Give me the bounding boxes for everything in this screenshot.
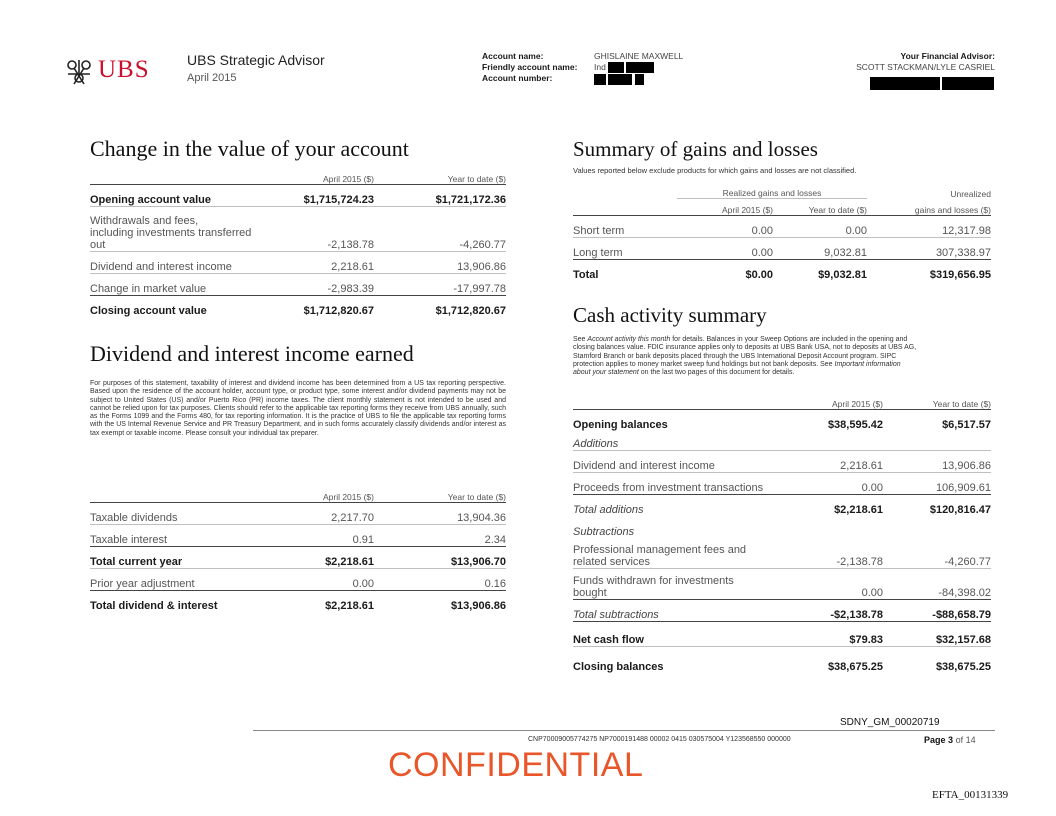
row-value: -84,398.02 <box>883 569 991 600</box>
row-value: $2,218.61 <box>834 504 883 516</box>
table-row <box>573 216 991 238</box>
table-header-row <box>90 486 506 503</box>
table-row <box>90 207 506 252</box>
col-header: Year to date ($) <box>773 199 867 216</box>
group-header: Unrealized <box>950 188 991 199</box>
row-value: 0.16 <box>374 569 506 591</box>
dividend-note: For purposes of this statement, taxability of interest and dividend income has been determined from a US tax reporting perspective. Based upon the residence of the account holder, account type, or product type, some interest and/or dividend payments may not be subject to United States (US) and/or Puerto Rico (PR) income taxes. The client monthly statement is not intended to be used and cannot be relied upon for tax purposes. Clients should refer to the applicable tax reporting forms they receive from UBS annually, such as the Forms 1099 and the Forms 480, for tax reporting information. It is the practice of UBS to file the applicable tax reporting forms with the US Internal Revenue Service and PR Treasury Department, and in such forms accurately classify dividends and/or interest as tax exempt or taxable income. Please consult your individual tax preparer. <box>90 380 506 437</box>
advisor-names: SCOTT STACKMAN/LYLE CASRIEL <box>856 62 995 72</box>
col-header: gains and losses ($) <box>867 199 991 216</box>
ubs-keys-icon <box>62 56 96 90</box>
row-value: $120,816.47 <box>929 504 991 516</box>
row-label: Proceeds from investment transactions <box>573 473 795 495</box>
row-label: Prior year adjustment <box>90 569 276 591</box>
cash-table <box>573 393 991 673</box>
row-label: Professional management fees and related services <box>573 538 795 569</box>
efta-number: EFTA_00131339 <box>932 789 1009 801</box>
group-header: Realized gains and losses <box>677 182 867 199</box>
table-row <box>573 238 991 260</box>
table-row <box>573 451 991 473</box>
friendly-name-label: Friendly account name: <box>482 62 578 72</box>
row-label: Total additions <box>573 504 644 516</box>
col-header: Year to date ($) <box>883 393 991 410</box>
row-value: -2,138.78 <box>276 207 374 252</box>
table-row <box>573 260 991 282</box>
row-value: $32,157.68 <box>883 622 991 647</box>
row-value: -2,983.39 <box>276 274 374 296</box>
row-label: Total subtractions <box>573 600 795 622</box>
table-header-row <box>573 199 991 216</box>
row-label: Net cash flow <box>573 622 795 647</box>
section-label-row <box>573 431 991 451</box>
table-row <box>573 495 991 517</box>
row-value: -$88,658.79 <box>883 600 991 622</box>
table-row <box>90 547 506 569</box>
table-row <box>90 252 506 274</box>
row-label: Taxable interest <box>90 525 276 547</box>
confidential-stamp: CONFIDENTIAL <box>388 746 644 784</box>
account-name-label: Account name: <box>482 51 544 61</box>
advisor-label: Your Financial Advisor: <box>900 51 995 61</box>
table-header-row <box>90 168 506 185</box>
table-group-header-row <box>573 182 991 199</box>
row-value: -4,260.77 <box>374 207 506 252</box>
row-value: 2,218.61 <box>276 252 374 274</box>
row-label: Closing balances <box>573 661 664 673</box>
account-number-label: Account number: <box>482 73 553 84</box>
row-value: -$2,138.78 <box>795 600 883 622</box>
row-value: $13,906.86 <box>450 600 506 612</box>
row-label: Closing account value <box>90 305 207 317</box>
dividend-heading: Dividend and interest income earned <box>90 341 414 366</box>
cash-heading: Cash activity summary <box>573 303 767 327</box>
row-value: $1,712,820.67 <box>435 305 506 317</box>
row-value: 106,909.61 <box>883 473 991 495</box>
friendly-name: Ind <box>594 62 606 72</box>
table-row <box>90 503 506 525</box>
bates-number: SDNY_GM_00020719 <box>840 717 940 728</box>
row-value: $1,715,724.23 <box>276 185 374 207</box>
redaction-bar <box>942 77 994 90</box>
row-value: 9,032.81 <box>773 238 867 260</box>
row-value: -4,260.77 <box>883 538 991 569</box>
row-label: Dividend and interest income <box>573 451 795 473</box>
product-title: UBS Strategic Advisor <box>187 52 325 68</box>
table-row <box>573 622 991 647</box>
table-row <box>573 569 991 600</box>
row-label: Change in market value <box>90 274 276 296</box>
gains-note: Values reported below exclude products for which gains and losses are not classified. <box>573 166 857 175</box>
section-label-row <box>573 516 991 538</box>
row-label: Total <box>573 269 599 281</box>
col-header: April 2015 ($) <box>795 393 883 410</box>
row-value: $1,712,820.67 <box>303 305 374 317</box>
row-label: Opening balances <box>573 419 668 431</box>
ubs-logo <box>62 56 162 90</box>
row-value: $38,595.42 <box>827 419 883 431</box>
account-info <box>482 51 742 85</box>
redaction-bar <box>870 77 940 90</box>
change-value-table <box>90 168 506 317</box>
row-label: Long term <box>573 238 677 260</box>
row-value: 2.34 <box>374 525 506 547</box>
row-value: $38,675.25 <box>827 661 883 673</box>
row-label: Funds withdrawn for investments bought <box>573 569 795 600</box>
col-header: Year to date ($) <box>374 168 506 185</box>
row-value: $13,906.70 <box>374 547 506 569</box>
row-value: $319,656.95 <box>929 269 991 281</box>
row-value: 2,218.61 <box>795 451 883 473</box>
row-value: $1,721,172.36 <box>374 185 506 207</box>
redaction-bar <box>608 74 632 85</box>
advisor-info <box>790 51 995 73</box>
row-value: 307,338.97 <box>867 238 991 260</box>
row-value: 13,906.86 <box>883 451 991 473</box>
row-value: -17,997.78 <box>374 274 506 296</box>
logo-wordmark: UBS <box>98 56 150 83</box>
row-value: $2,218.61 <box>276 547 374 569</box>
row-label: Opening account value <box>90 185 276 207</box>
table-row <box>90 296 506 318</box>
row-label: Short term <box>573 216 677 238</box>
row-value: $0.00 <box>745 269 773 281</box>
row-value: 0.00 <box>677 216 773 238</box>
row-value: 0.00 <box>677 238 773 260</box>
account-name: GHISLAINE MAXWELL <box>594 51 684 61</box>
table-row <box>573 410 991 432</box>
table-row <box>90 274 506 296</box>
row-value: 0.00 <box>276 569 374 591</box>
table-row <box>573 538 991 569</box>
redaction-bar <box>626 62 654 73</box>
redaction-bar <box>608 62 624 73</box>
row-label: Taxable dividends <box>90 503 276 525</box>
row-value: $2,218.61 <box>325 600 374 612</box>
row-value: 0.91 <box>276 525 374 547</box>
row-label: Dividend and interest income <box>90 252 276 274</box>
table-row <box>573 473 991 495</box>
redaction-bar <box>635 74 644 85</box>
table-row <box>90 591 506 613</box>
col-header: Year to date ($) <box>374 486 506 503</box>
table-row <box>573 600 991 622</box>
footer-code: CNP70009005774275 NP7000191488 00002 0415 030575004 Y123568550 000000 <box>528 736 791 743</box>
row-value: 0.00 <box>795 569 883 600</box>
row-value: 0.00 <box>773 216 867 238</box>
row-value: 13,904.36 <box>374 503 506 525</box>
statement-period: April 2015 <box>187 72 237 84</box>
row-value: -2,138.78 <box>795 538 883 569</box>
row-value: $9,032.81 <box>818 269 867 281</box>
cash-note: See Account activity this month for details. Balances in your Sweep Options are included in the opening and closing balances value. FDIC insurance applies only to deposits at UBS Bank USA, not to deposits at UBS AG, Stamford Branch or bank deposits placed through the UBS International Deposit Account program. SIPC protection applies to money market sweep fund holdings but not bank deposits. See Important information about your statement on the last two pages of this document for details. <box>573 336 917 377</box>
dividend-table <box>90 486 506 612</box>
col-header: April 2015 ($) <box>276 168 374 185</box>
page-indicator: Page 3 of 14 <box>924 735 976 745</box>
row-value: 0.00 <box>795 473 883 495</box>
row-value: 12,317.98 <box>867 216 991 238</box>
row-value: $6,517.57 <box>942 419 991 431</box>
table-row <box>90 525 506 547</box>
table-header-row <box>573 393 991 410</box>
table-row <box>90 569 506 591</box>
row-value: 13,906.86 <box>374 252 506 274</box>
row-label: Total dividend & interest <box>90 600 218 612</box>
table-row <box>573 647 991 674</box>
row-label: Total current year <box>90 547 276 569</box>
row-label: Withdrawals and fees, including investments transferred out <box>90 207 276 252</box>
gains-heading: Summary of gains and losses <box>573 137 818 161</box>
redaction-bar <box>594 74 606 85</box>
footer-rule <box>253 730 995 731</box>
row-value: $79.83 <box>795 622 883 647</box>
gains-table <box>573 182 991 281</box>
section-label: Additions <box>573 431 991 451</box>
col-header: April 2015 ($) <box>276 486 374 503</box>
col-header: April 2015 ($) <box>677 199 773 216</box>
row-value: 2,217.70 <box>276 503 374 525</box>
table-row <box>90 185 506 207</box>
change-value-heading: Change in the value of your account <box>90 136 409 161</box>
section-label: Subtractions <box>573 526 635 538</box>
row-value: $38,675.25 <box>935 661 991 673</box>
